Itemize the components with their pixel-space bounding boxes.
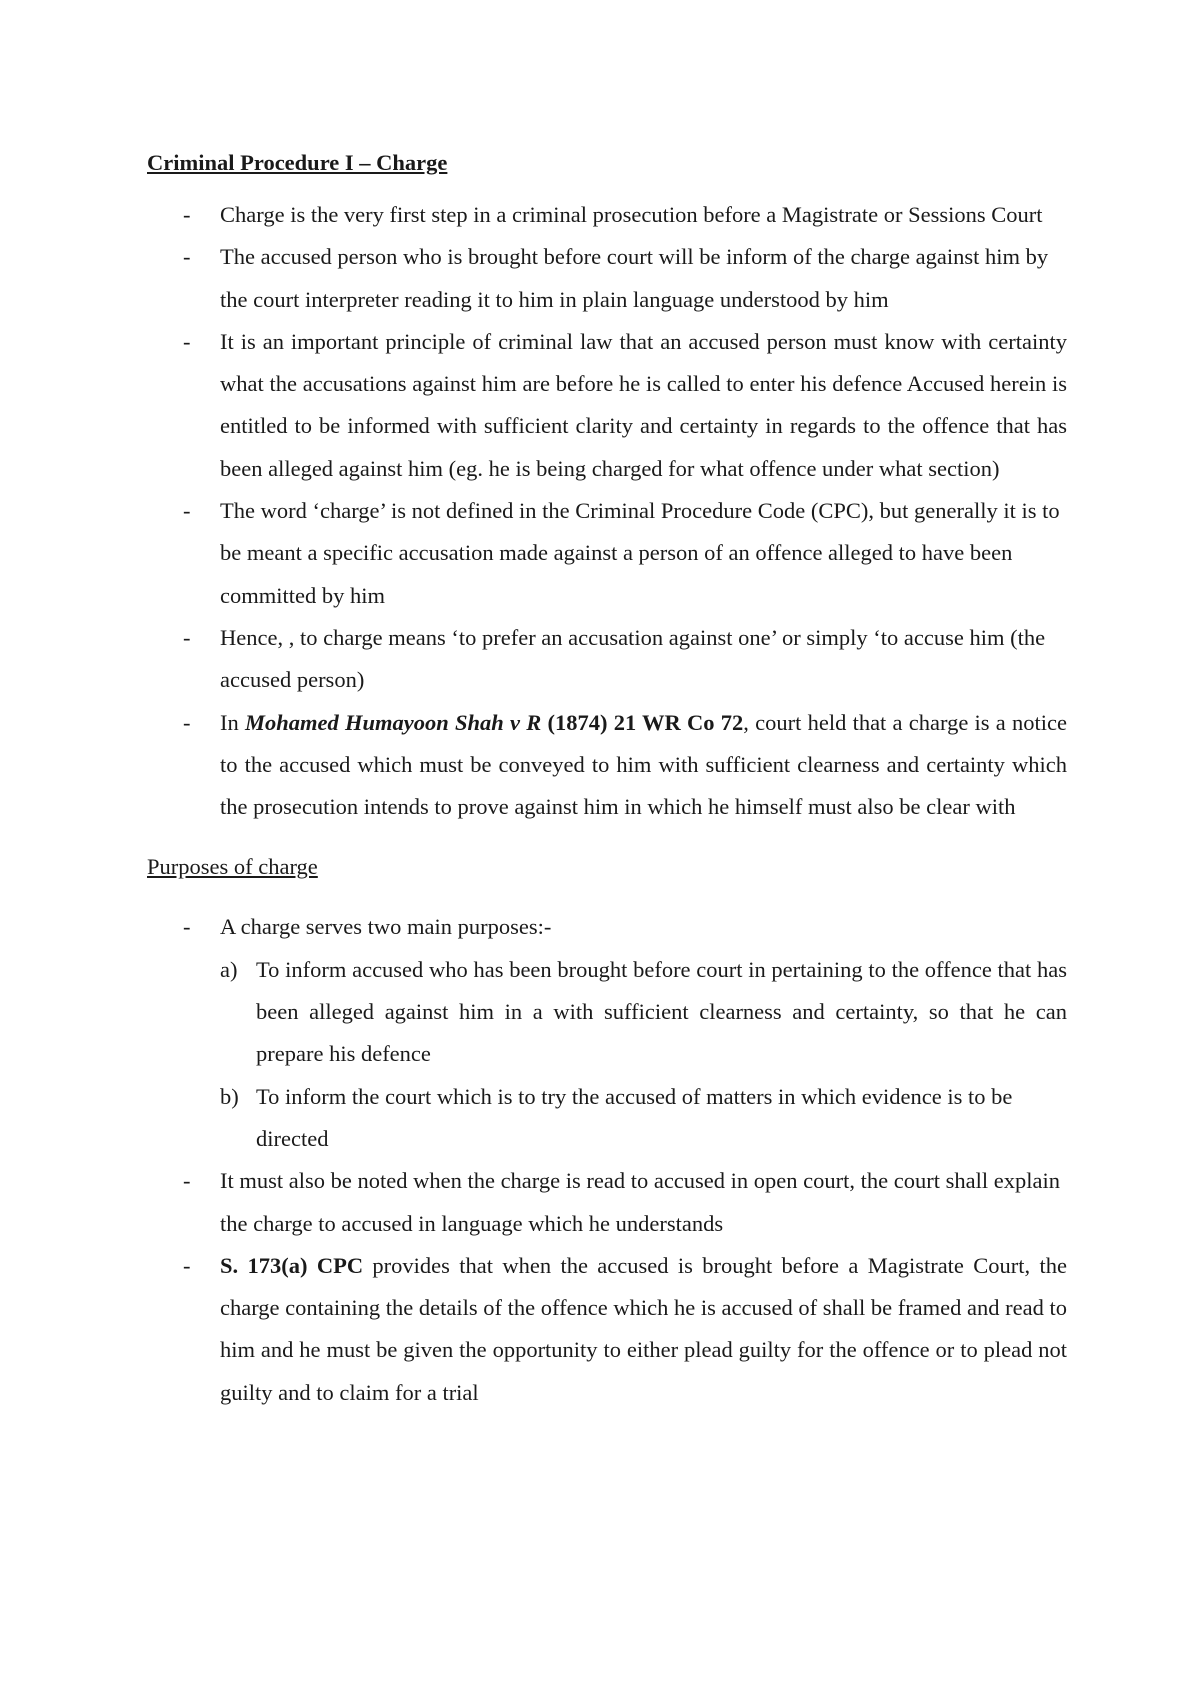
- case-list-item: [147, 702, 1067, 829]
- sub-list-marker: b): [220, 1083, 239, 1109]
- sub-list-item: [220, 1076, 1067, 1161]
- statute-list-item: [147, 1245, 1067, 1414]
- bullet-text: It is an important principle of criminal law that an accused person must know with certainty what the accusations against him are before he is called to enter his defence Accused herein is entitled to be informed with sufficient clarity and certainty in regards to the offence that has been alleged against him (eg. he is being charged for what offence under what section): [220, 328, 1067, 481]
- bullet-dash: -: [183, 624, 191, 650]
- statute-section: S. 173(a) CPC: [220, 1252, 364, 1278]
- bullet-text: A charge serves two main purposes:-: [220, 914, 552, 940]
- bullet-text: The accused person who is brought before court will be inform of the charge against him by the court interpreter reading it to him in plain language understood by him: [220, 244, 1049, 312]
- charge-bullet-list: [147, 194, 1067, 828]
- list-item: [147, 906, 1067, 1160]
- list-item: [147, 490, 1067, 617]
- case-name: Mohamed Humayoon Shah v R: [244, 709, 542, 735]
- case-citation: (1874) 21 WR Co 72: [541, 709, 744, 735]
- bullet-dash: -: [183, 914, 191, 940]
- document-title: Criminal Procedure I – Charge: [147, 150, 448, 175]
- list-item: [147, 1160, 1067, 1245]
- bullet-text: The word ‘charge’ is not defined in the Criminal Procedure Code (CPC), but generally it is to be meant a specific accusation made against a person of an offence alleged to have been committed by him: [220, 498, 1060, 608]
- bullet-dash: -: [183, 244, 191, 270]
- list-item: [147, 194, 1067, 236]
- sub-list-item: [220, 949, 1067, 1076]
- sub-list-text: To inform accused who has been brought before court in pertaining to the offence that has been alleged against him in a with sufficient clearness and certainty, so that he can prepare his defence: [256, 956, 1067, 1067]
- case-text: , court held that a charge is a notice to the accused which must be conveyed to him with sufficient clearness and certainty which the prosecution intends to prove against him in which he himself must also be clear with: [220, 709, 1067, 820]
- section-heading: Purposes of charge: [147, 854, 318, 880]
- bullet-dash: -: [183, 1168, 191, 1194]
- bullet-dash: -: [183, 328, 191, 354]
- sub-list-marker: a): [220, 956, 238, 982]
- bullet-text: Hence, , to charge means ‘to prefer an accusation against one’ or simply ‘to accuse him (the accused person): [220, 624, 1046, 693]
- list-item: [147, 617, 1067, 702]
- sub-list-text: To inform the court which is to try the accused of matters in which evidence is to be directed: [256, 1083, 1013, 1151]
- case-prefix: In: [220, 709, 245, 735]
- purposes-bullet-list: [147, 906, 1067, 1414]
- bullet-dash: -: [183, 709, 191, 735]
- statute-text: provides that when the accused is brought before a Magistrate Court, the charge containing the details of the offence which he is accused of shall be framed and read to him and he must be given the opportunity to either plead guilty for the offence or to plead not guilty and to claim for a trial: [220, 1252, 1067, 1405]
- bullet-dash: -: [183, 498, 191, 524]
- bullet-text: It must also be noted when the charge is read to accused in open court, the court shall explain the charge to accused in language which he understands: [220, 1168, 1060, 1236]
- bullet-dash: -: [183, 202, 191, 227]
- list-item: [147, 321, 1067, 490]
- bullet-dash: -: [183, 1252, 191, 1278]
- bullet-text: Charge is the very first step in a criminal prosecution before a Magistrate or Sessions Court: [220, 202, 1043, 227]
- list-item: [147, 236, 1067, 321]
- purposes-sub-list: [220, 949, 1067, 1160]
- document-body: [147, 142, 1067, 1414]
